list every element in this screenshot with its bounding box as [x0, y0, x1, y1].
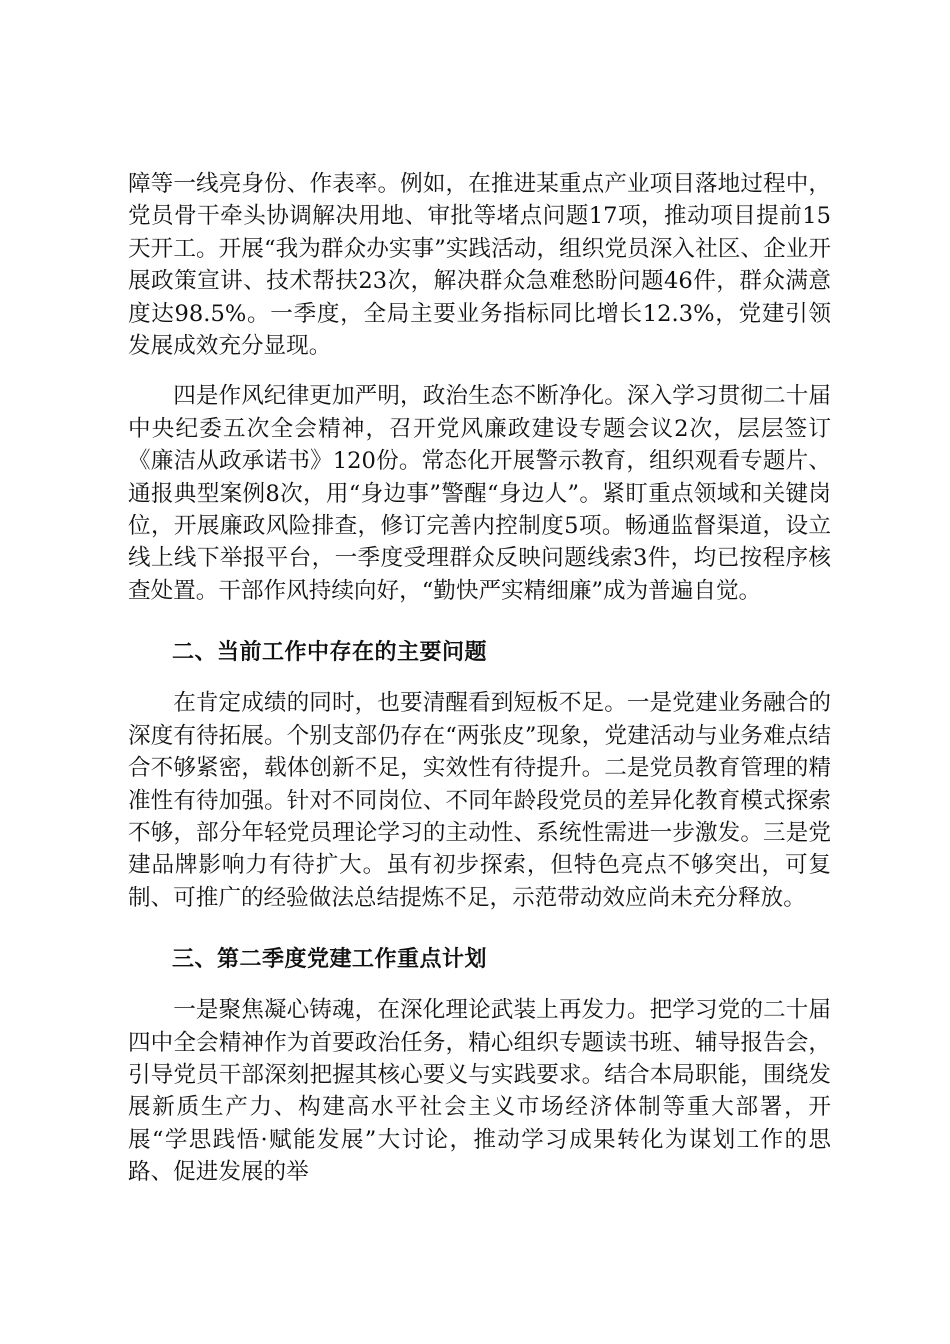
paragraph-discipline: 四是作风纪律更加严明，政治生态不断净化。深入学习贯彻二十届中央纪委五次全会精神，召开党风廉政建设专题会议2次，层层签订《廉洁从政承诺书》120份。常态化开展警示教育，组织观看专题片、通报典型案例8次，用“身边事”警醒“身边人”。紧盯重点领域和关键岗位，开展廉政风险排查，修订完善内控制度5项。畅通监督渠道，设立线上线下举报平台，一季度受理群众反映问题线索3件，均已按程序核查处置。干部作风持续向好，“勤快严实精细廉”成为普遍自觉。 — [128, 383, 831, 604]
section-heading-problems: 二、当前工作中存在的主要问题 — [172, 640, 488, 666]
paragraph-plan: 一是聚焦凝心铸魂，在深化理论武装上再发力。把学习党的二十届四中全会精神作为首要政治任务，精心组织专题读书班、辅导报告会，引导党员干部深刻把握其核心要义与实践要求。结合本局职能，围绕发展新质生产力、构建高水平社会主义市场经济体制等重大部署，开展“学思践悟·赋能发展”大讨论，推动学习成果转化为谋划工作的思路、促进发展的举 — [128, 997, 831, 1186]
document-body — [128, 168, 831, 1189]
paragraph-problems: 在肯定成绩的同时，也要清醒看到短板不足。一是党建业务融合的深度有待拓展。个别支部仍存在“两张皮”现象，党建活动与业务难点结合不够紧密，载体创新不足，实效性有待提升。二是党员教育管理的精准性有待加强。针对不同岗位、不同年龄段党员的差异化教育模式探索不够，部分年轻党员理论学习的主动性、系统性需进一步激发。三是党建品牌影响力有待扩大。虽有初步探索，但特色亮点不够突出，可复制、可推广的经验做法总结提炼不足，示范带动效应尚未充分释放。 — [128, 690, 831, 911]
section-heading-plan: 三、第二季度党建工作重点计划 — [172, 947, 488, 973]
paragraph-continued-achievements: 障等一线亮身份、作表率。例如，在推进某重点产业项目落地过程中，党员骨干牵头协调解决用地、审批等堵点问题17项，推动项目提前15天开工。开展“我为群众办实事”实践活动，组织党员深入社区、企业开展政策宣讲、技术帮扶23次，解决群众急难愁盼问题46件，群众满意度达98.5%。一季度，全局主要业务指标同比增长12.3%，党建引领发展成效充分显现。 — [128, 171, 831, 360]
